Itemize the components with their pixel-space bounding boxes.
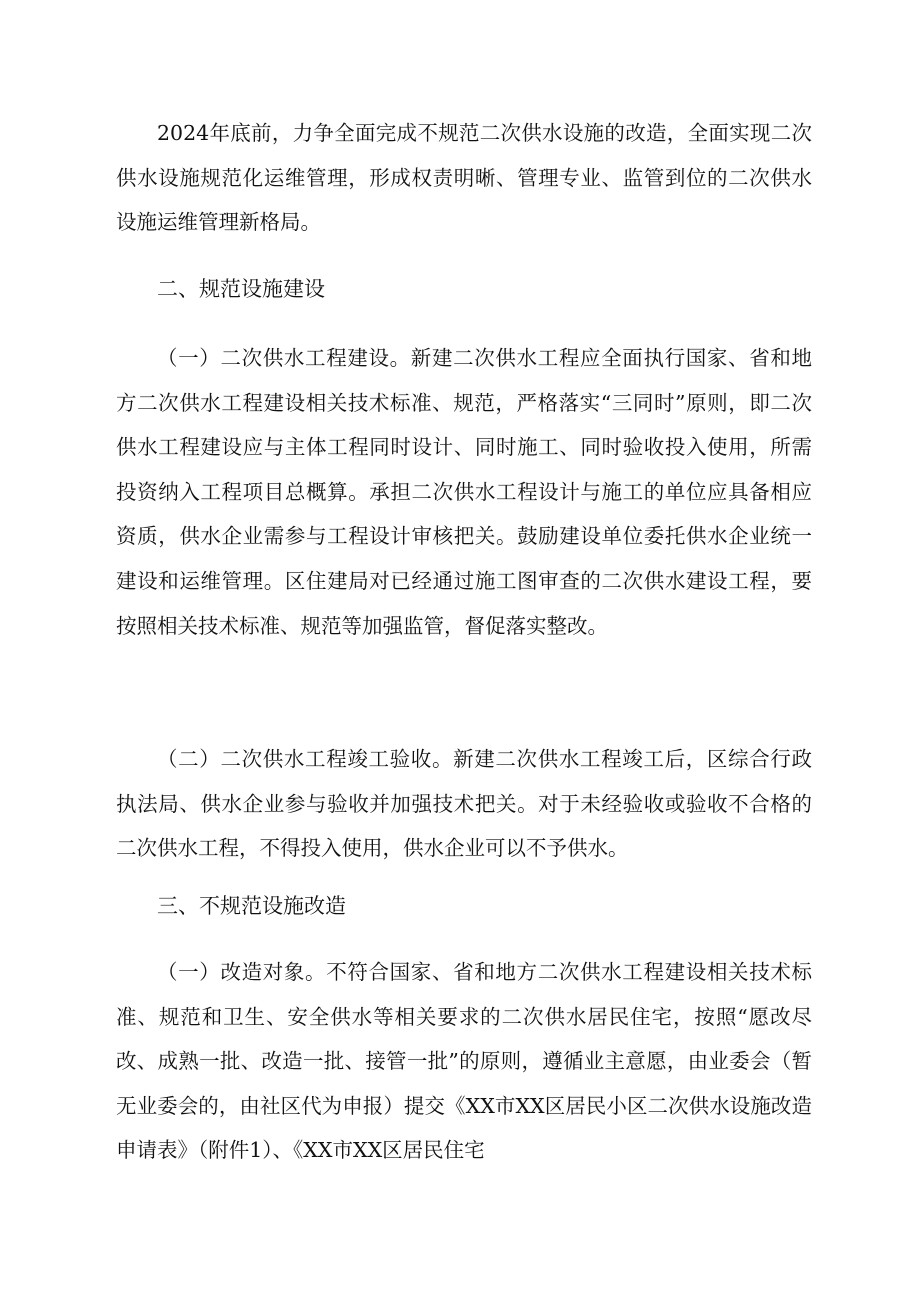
paragraph-renovation-targets: （一）改造对象。不符合国家、省和地方二次供水工程建设相关技术标准、规范和卫生、安全供水等相关要求的二次供水居民住宅，按照“愿改尽改、成熟一批、改造一批、接管一批”的原则，遵循业主意愿，由业委会（暂无业委会的，由社区代为申报）提交《XX市XX区居民小区二次供水设施改造申请表》（附件1）、《XX市XX区居民住宅 bbox=[116, 960, 812, 1163]
paragraph-construction: （一）二次供水工程建设。新建二次供水工程应全面执行国家、省和地方二次供水工程建设相关技术标准、规范，严格落实“三同时”原则，即二次供水工程建设应与主体工程同时设计、同时施工、同时验收投入使用，所需投资纳入工程项目总概算。承担二次供水工程设计与施工的单位应具备相应资质，供水企业需参与工程设计审核把关。鼓励建设单位委托供水企业统一建设和运维管理。区住建局对已经通过施工图审查的二次供水建设工程，要按照相关技术标准、规范等加强监管，督促落实整改。 bbox=[116, 346, 812, 638]
section-heading-3: 三、不规范设施改造 bbox=[157, 894, 346, 918]
section-heading-2: 二、规范设施建设 bbox=[157, 277, 325, 301]
paragraph-intro: 2024年底前，力争全面完成不规范二次供水设施的改造，全面实现二次供水设施规范化运维管理，形成权责明晰、管理专业、监管到位的二次供水设施运维管理新格局。 bbox=[116, 121, 812, 235]
paragraph-acceptance: （二）二次供水工程竣工验收。新建二次供水工程竣工后，区综合行政执法局、供水企业参与验收并加强技术把关。对于未经验收或验收不合格的二次供水工程，不得投入使用，供水企业可以不予供水。 bbox=[116, 747, 812, 861]
